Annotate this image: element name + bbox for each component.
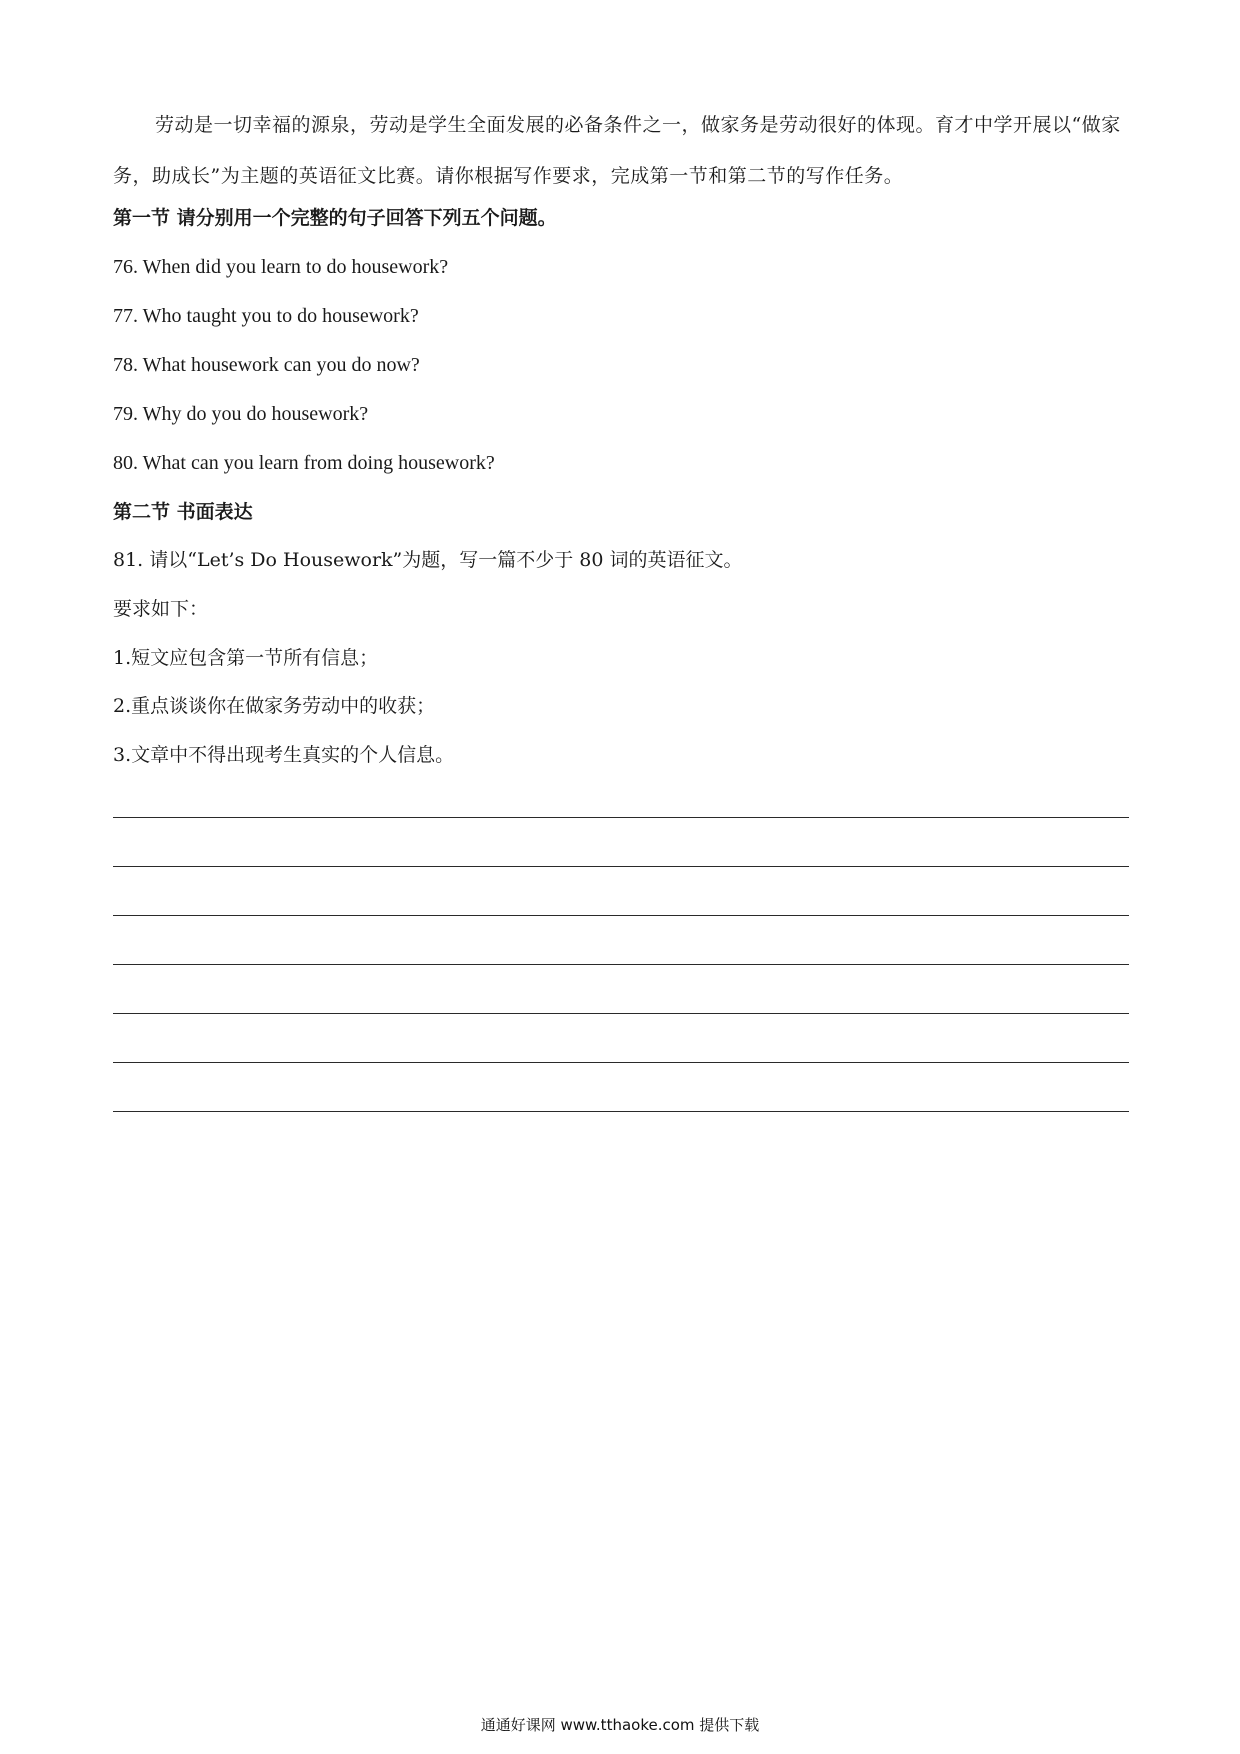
- answer-line: [113, 867, 1129, 916]
- footer-credit: 通通好课网 www.tthaoke.com 提供下载: [480, 1716, 760, 1734]
- answer-line: [113, 916, 1129, 965]
- answer-line: [113, 965, 1129, 1014]
- requirement-3: 3.文章中不得出现考生真实的个人信息。: [113, 744, 455, 766]
- section2-title: 第二节 书面表达: [113, 501, 253, 523]
- writing-prompt: 81. 请以“Let’s Do Housework”为题，写一篇不少于 80 词的英语征文。: [113, 549, 743, 571]
- question-76: 76. When did you learn to do housework?: [113, 256, 449, 278]
- requirements-label: 要求如下：: [113, 598, 209, 620]
- requirement-1: 1.短文应包含第一节所有信息；: [113, 647, 379, 669]
- answer-line: [113, 1014, 1129, 1063]
- question-78: 78. What housework can you do now?: [113, 354, 420, 376]
- answer-line: [113, 1063, 1129, 1112]
- section1-title: 第一节 请分别用一个完整的句子回答下列五个问题。: [113, 207, 557, 229]
- intro-paragraph: 劳动是一切幸福的源泉，劳动是学生全面发展的必备条件之一，做家务是劳动很好的体现。育才中学开展以“做家务，助成长”为主题的英语征文比赛。请你根据写作要求，完成第一节和第二节的写作任务。: [113, 114, 1121, 187]
- answer-area: [113, 817, 1129, 1112]
- question-77: 77. Who taught you to do housework?: [113, 305, 419, 327]
- question-79: 79. Why do you do housework?: [113, 403, 369, 425]
- requirement-2: 2.重点谈谈你在做家务劳动中的收获；: [113, 695, 436, 717]
- answer-line: [113, 818, 1129, 867]
- question-80: 80. What can you learn from doing housework?: [113, 452, 495, 474]
